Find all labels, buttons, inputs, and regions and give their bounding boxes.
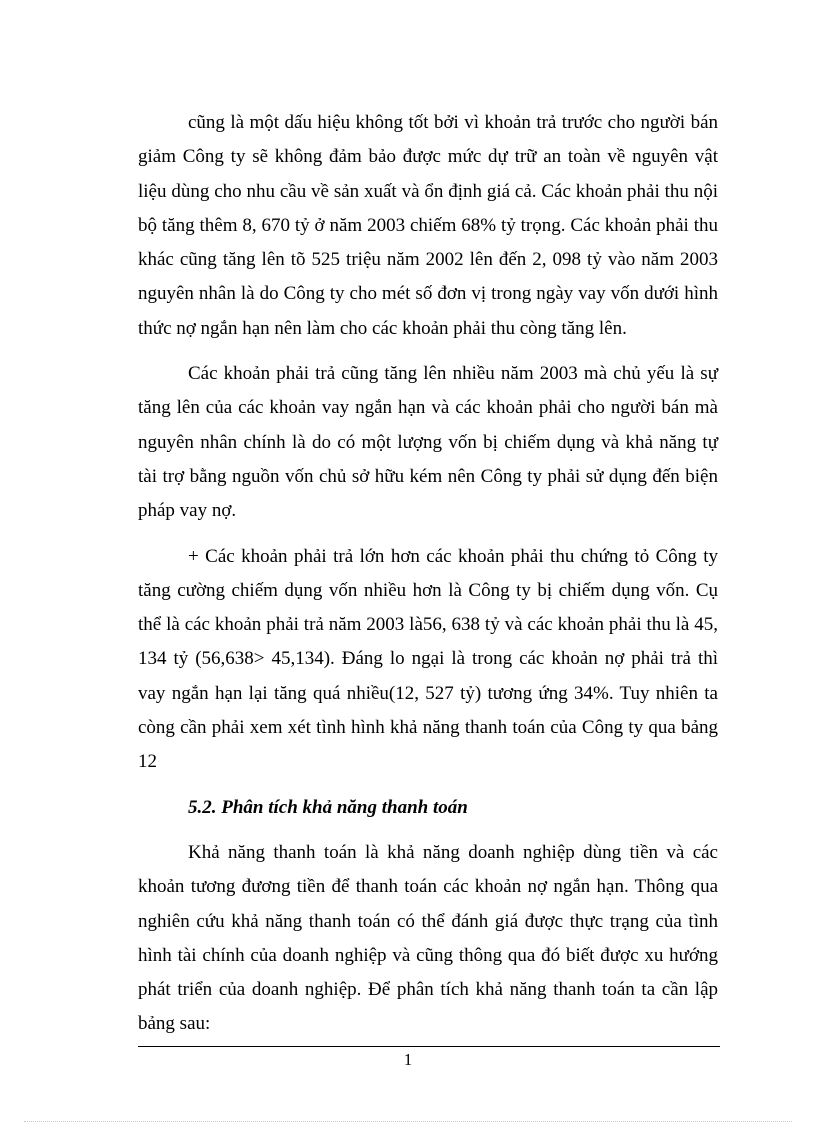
page-bottom-dotted-border bbox=[24, 1121, 792, 1122]
paragraph-liquidity: Khả năng thanh toán là khả năng doanh nghiệp dùng tiền và các khoản tương đương tiền để thanh toán các khoản nợ ngắn hạn. Thông qua nghiên cứu khả năng thanh toán có thể đánh giá được thực trạng của tình hình tài chính của doanh nghiệp và cũng thông qua đó biết được xu hướng phát triển của doanh nghiệp. Để phân tích khả năng thanh toán ta cần lập bảng sau: bbox=[138, 841, 718, 1035]
section-heading: 5.2. Phân tích khả năng thanh toán bbox=[188, 796, 468, 818]
paragraph-receivables: cũng là một dấu hiệu không tốt bởi vì khoản trả trước cho người bán giảm Công ty sẽ không đảm bảo được mức dự trữ an toàn về nguyên vật liệu dùng cho nhu cầu về sản xuất và ổn định giá cả. Các khoản phải thu nội bộ tăng thêm 8, 670 tỷ ở năm 2003 chiếm 68% tỷ trọng. Các khoản phải thu khác cũng tăng lên tõ 525 triệu năm 2002 lên đến 2, 098 tỷ vào năm 2003 nguyên nhân là do Công ty cho mét số đơn vị trong ngày vay vốn dưới hình thức nợ ngắn hạn nên làm cho các khoản phải thu còng tăng lên. bbox=[138, 112, 718, 339]
paragraph-comparison: + Các khoản phải trả lớn hơn các khoản phải thu chứng tỏ Công ty tăng cường chiếm dụng vốn nhiều hơn là Công ty bị chiếm dụng vốn. Cụ thể là các khoản phải trả năm 2003 là56, 638 tỷ và các khoản phải thu là 45, 134 tỷ (56,638> 45,134). Đáng lo ngại là trong các khoản nợ phải trả thì vay ngắn hạn lại tăng quá nhiều(12, 527 tỷ) tương ứng 34%. Tuy nhiên ta còng cần phải xem xét tình hình khả năng thanh toán của Công ty qua bảng 12 bbox=[138, 545, 718, 773]
paragraph-payables: Các khoản phải trả cũng tăng lên nhiều năm 2003 mà chủ yếu là sự tăng lên của các khoản vay ngắn hạn và các khoản phải cho người bán mà nguyên nhân chính là do có một lượng vốn bị chiếm dụng và khả năng tự tài trợ bằng nguồn vốn chủ sở hữu kém nên Công ty phải sử dụng đến biện pháp vay nợ. bbox=[138, 363, 718, 522]
footer-divider bbox=[138, 1046, 720, 1047]
body-text bbox=[138, 106, 718, 1053]
page-number: 1 bbox=[403, 1050, 413, 1069]
